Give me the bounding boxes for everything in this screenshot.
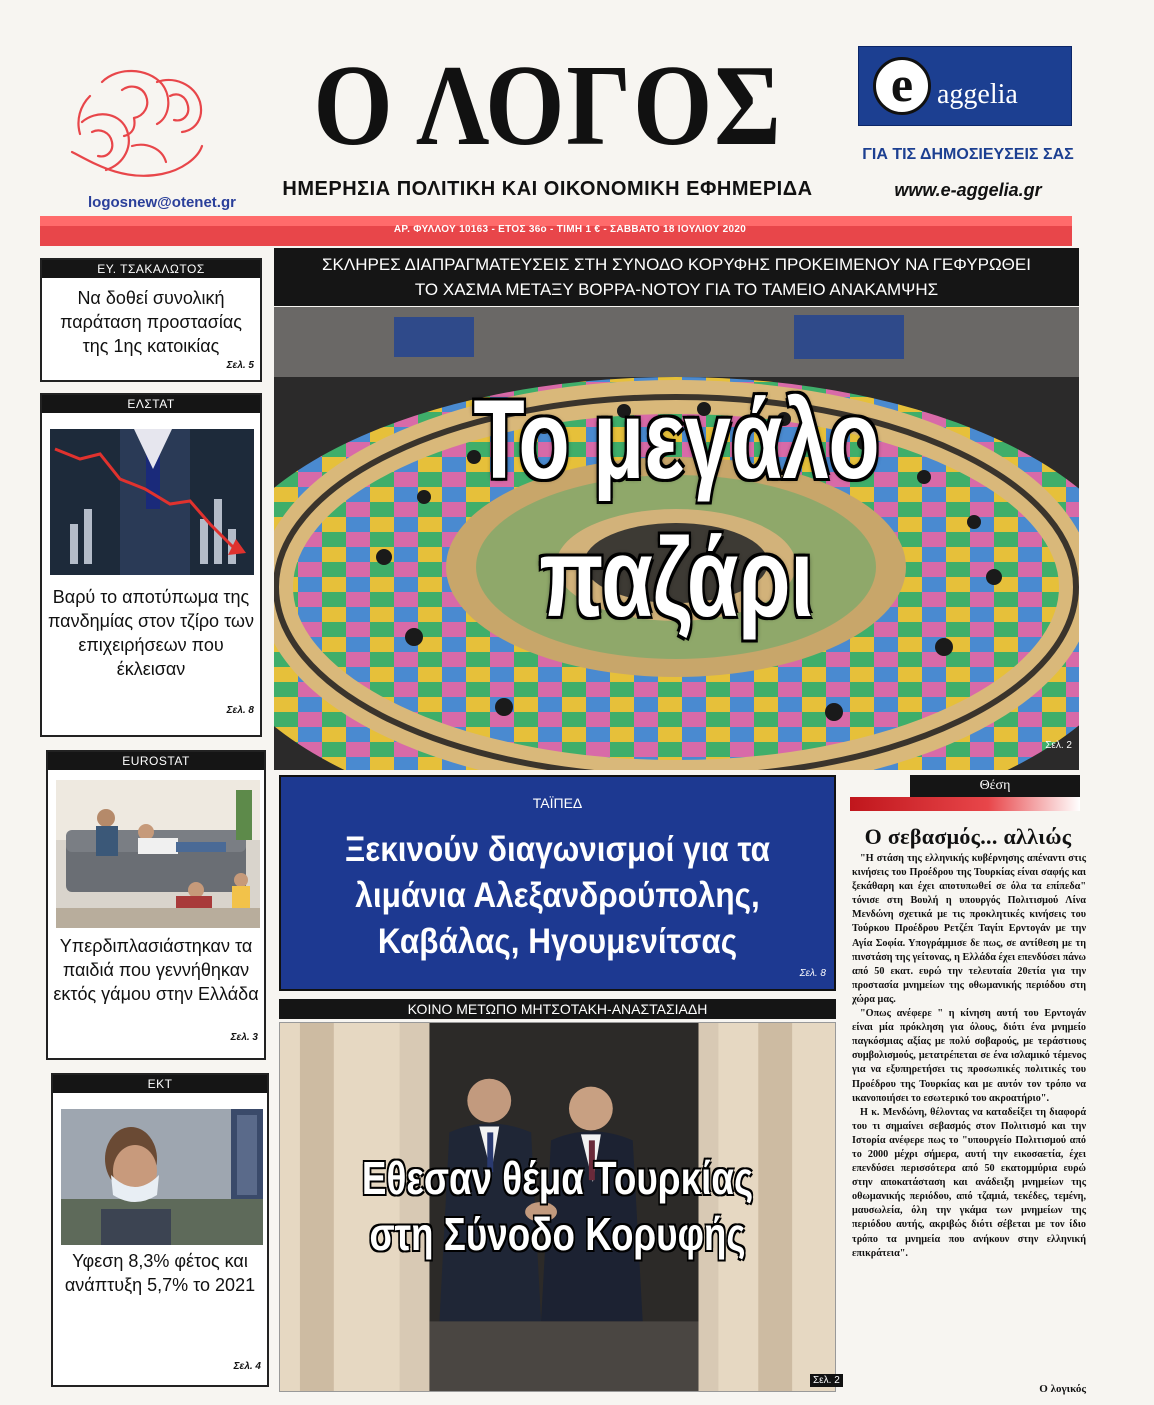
taiped-headline-line1: Ξεκινούν διαγωνισμοί για τα (344, 830, 771, 869)
newspaper-title: Ο ΛΟΓΟΣ (313, 42, 783, 170)
page-reference: Σελ. 2 (810, 1374, 843, 1387)
dateline-bar (40, 216, 1072, 246)
opinion-paragraph: "Οπως ανέφερε " η κίνηση αυτή του Ερντογάν είναι μία πρόκληση για όλους, διότι ένα μνημείο παγκόσμιας αξίας με πολύ σοβαρούς, με τεράστιους συμβολισμούς, μετατρέπεται σε ένα ισλαμικό τέμενος για να εξυπηρετήσει τις προσωπικές πολιτικές του Προέδρου της Τουρκίας και με αυτόν τον τρόπο να ικανοποιήσει το εσωτερικό του ακροατήριο". (852, 1008, 1086, 1104)
lead-kicker-line1: ΣΚΛΗΡΕΣ ΔΙΑΠΡΑΓΜΑΤΕΥΣΕΙΣ ΣΤΗ ΣΥΝΟΔΟ ΚΟΡΥΦΗΣ ΠΡΟΚΕΙΜΕΝΟΥ ΝΑ ΓΕΦΥΡΩΘΕΙ (322, 255, 1031, 274)
taiped-headline (316, 827, 799, 965)
page-reference: Σελ. 5 (226, 360, 254, 371)
sidebar-story-ekt[interactable] (51, 1073, 269, 1387)
page-reference: Σελ. 4 (233, 1361, 261, 1372)
opinion-tab: Θέση (910, 775, 1080, 797)
eaggelia-url[interactable]: www.e-aggelia.gr (894, 180, 1042, 200)
page-reference: Σελ. 8 (799, 968, 826, 979)
sidebar-story-label: EUROSTAT (48, 752, 264, 770)
lead-kicker-line2: ΤΟ ΧΑΣΜΑ ΜΕΤΑΞΥ ΒΟΡΡΑ-ΝΟΤΟΥ ΓΙΑ ΤΟ ΤΑΜΕΙΟ ΑΝΑΚΑΜΨΗΣ (414, 280, 939, 299)
opinion-accent-bar (850, 797, 1080, 811)
eaggelia-advert[interactable] (858, 46, 1072, 126)
eaggelia-e-logo: e (873, 57, 931, 115)
lead-kicker (274, 248, 1079, 306)
sidebar-story-eurostat[interactable] (46, 750, 266, 1060)
issue-info: ΑΡ. ΦΥΛΛΟΥ 10163 - ΕΤΟΣ 36ο - ΤΙΜΗ 1 € - ΣΑΒΒΑΤΟ 18 ΙΟΥΛΙΟΥ 2020 (393, 224, 747, 235)
newspaper-logo-illustration (62, 62, 212, 192)
masked-person-photo (61, 1109, 263, 1245)
sidebar-story-tsakalotos[interactable] (40, 258, 262, 382)
eaggelia-tagline: ΓΙΑ ΤΙΣ ΔΗΜΟΣΙΕΥΣΕΙΣ ΣΑΣ (862, 146, 1074, 163)
eaggelia-wordmark: aggelia (937, 79, 1018, 110)
sidebar-story-text: Υφεση 8,3% φέτος και ανάπτυξη 5,7% το 2021 (64, 1251, 256, 1295)
sidebar-story-label: ΕΚΤ (53, 1075, 267, 1093)
sidebar-story-label: ΕΥ. ΤΣΑΚΑΛΩΤΟΣ (42, 260, 260, 278)
lead-headline[interactable] (375, 377, 979, 640)
sidebar-story-elstat[interactable] (40, 393, 262, 737)
second-story-headline[interactable] (335, 1150, 781, 1262)
sidebar-story-text: Να δοθεί συνολική παράταση προστασίας της 1ης κατοικίας (60, 288, 242, 356)
sidebar-story-text: Υπερδιπλασιάστηκαν τα παιδιά που γεννήθηκαν εκτός γάμου στην Ελλάδα (53, 936, 259, 1004)
page-reference: Σελ. 8 (226, 705, 254, 716)
second-story-headline-line2: στη Σύνοδο Κορυφής (369, 1208, 746, 1260)
page-reference: Σελ. 3 (230, 1032, 258, 1043)
page-reference: Σελ. 2 (1045, 740, 1072, 751)
taiped-headline-line2: λιμάνια Αλεξανδρούπολης, (355, 876, 760, 915)
taiped-headline-line3: Καβάλας, Ηγουμενίτσας (377, 922, 738, 961)
lead-headline-line1: Το μεγάλο (473, 377, 880, 502)
opinion-paragraph: Η κ. Μενδώνη, θέλοντας να καταδείξει τη διαφορά του τι σημαίνει σεβασμός στον Πολιτισμό και την Ιστορία ανέφερε πως το "υπουργείο Πολιτισμού από το 2000 μέχρι σήμερα, αυτή την εικοσαετία, έχει επενδύσει περισσότερα από 50 εκατομμύρια ευρώ στην αποκατάσταση και ανάδειξη μνημείων της οθωμανικής περιόδου, από τζαμιά, τεκέδες, τεμένη, μαυσωλεία, όλη την γκάμα των μνημείων της περιόδου αυτής, ακριβώς διότι σέβεται με τον ίδιο τρόπο τα μνημεία που ανήκουν στην ελληνική επικράτεια". (852, 1106, 1086, 1259)
opinion-title[interactable]: Ο σεβασμός... αλλιώς (864, 824, 1072, 849)
family-photo (56, 780, 260, 928)
taiped-kicker: ΤΑΪΠΕΔ (532, 795, 583, 811)
lead-headline-line2: παζάρι (539, 515, 814, 640)
opinion-paragraph: "Η στάση της ελληνικής κυβέρνησης απέναντι στις κινήσεις του Προέδρου της Τουρκίας είναι σαφής και ξεκάθαρη και έχει αποτυπωθεί σε όλα τα επίπεδα" τόνισε στη Βουλή η υπουργός Πολιτισμού Λίνα Μενδώνη σχετικά με τις προκλητικές κινήσεις του Τούρκου Προέδρου Ρετζέπ Ταγίπ Ερντογάν με την Αγία Σοφία. Υπογράμμισε δε πως, σε αντίθεση με τη πινστάση της γείτονας, η Ελλάδα έχει επενδύσει πάνω από 50 εκατ. ευρώ την τελευταία 20ετία για την προστασία μνημείων της οθωμανικής περιόδου στη χώρα μας. (852, 853, 1086, 1005)
contact-email: logosnew@otenet.gr (88, 194, 236, 211)
declining-chart-photo (50, 429, 254, 575)
newspaper-subtitle: ΗΜΕΡΗΣΙΑ ΠΟΛΙΤΙΚΗ ΚΑΙ ΟΙΚΟΝΟΜΙΚΗ ΕΦΗΜΕΡΙΔΑ (282, 178, 813, 200)
sidebar-story-text: Βαρύ το αποτύπωμα της πανδημίας στον τζίρο των επιχειρήσεων που έκλεισαν (48, 587, 254, 679)
second-story-headline-line1: Εθεσαν θέμα Τουρκίας (361, 1152, 754, 1204)
taiped-story[interactable] (279, 775, 836, 991)
opinion-signature: Ο λογικός (1039, 1383, 1086, 1395)
second-story-kicker: ΚΟΙΝΟ ΜΕΤΩΠΟ ΜΗΤΣΟΤΑΚΗ-ΑΝΑΣΤΑΣΙΑΔΗ (279, 999, 836, 1019)
sidebar-story-label: ΕΛΣΤΑΤ (42, 395, 260, 413)
opinion-body (852, 852, 1086, 1261)
